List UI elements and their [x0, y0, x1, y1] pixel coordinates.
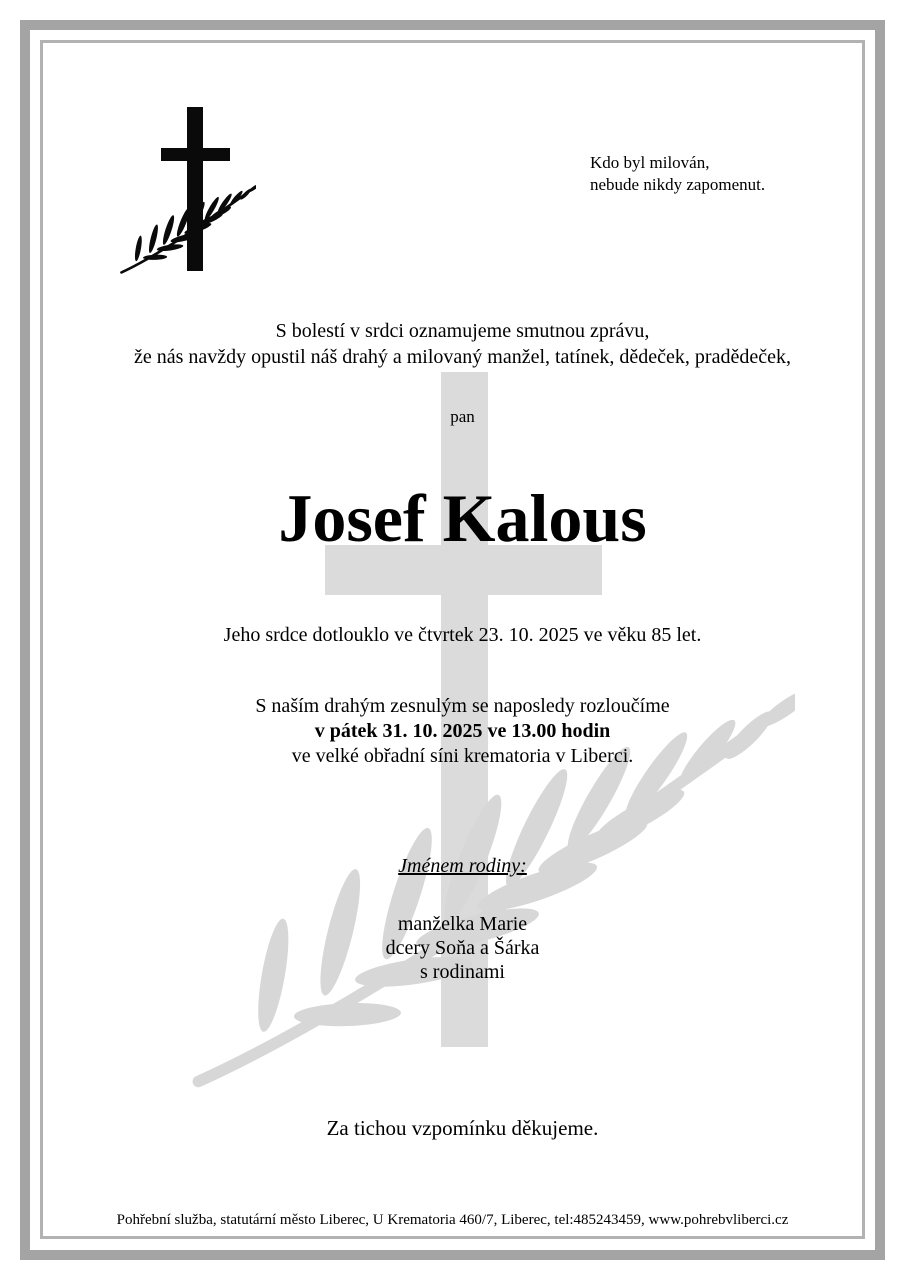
memorial-quote-line: nebude nikdy zapomenut.	[590, 175, 766, 194]
palm-branch-icon	[118, 180, 256, 275]
family-heading: Jménem rodiny:	[398, 855, 527, 877]
latin-cross-icon	[161, 148, 230, 161]
family-member-line: s rodinami	[420, 961, 505, 983]
farewell-datetime: v pátek 31. 10. 2025 ve 13.00 hodin	[314, 720, 611, 742]
announcement-line: že nás navždy opustil náš drahý a milovaný manžel, tatínek, dědeček, pradědeček,	[134, 346, 791, 368]
announcement-line: S bolestí v srdci oznamujeme smutnou zprávu,	[275, 320, 650, 342]
funeral-home-footer: Pohřební služba, statutární město Liberec, U Krematoria 460/7, Liberec, tel:485243459, www.pohrebvliberci.cz	[116, 1212, 789, 1228]
family-member-line: manželka Marie	[397, 913, 528, 935]
farewell-place: ve velké obřadní síni krematoria v Liberci.	[291, 745, 634, 767]
death-notice: Jeho srdce dotlouklo ve čtvrtek 23. 10. 2025 ve věku 85 let.	[223, 624, 702, 646]
thanks-line: Za tichou vzpomínku děkujeme.	[326, 1116, 599, 1140]
family-member-line: dcery Soňa a Šárka	[385, 937, 540, 959]
deceased-name: Josef Kalous	[278, 480, 647, 556]
salutation: pan	[450, 407, 475, 426]
memorial-quote-line: Kdo byl milován,	[590, 153, 710, 172]
farewell-line: S naším drahým zesnulým se naposledy rozloučíme	[255, 695, 670, 717]
